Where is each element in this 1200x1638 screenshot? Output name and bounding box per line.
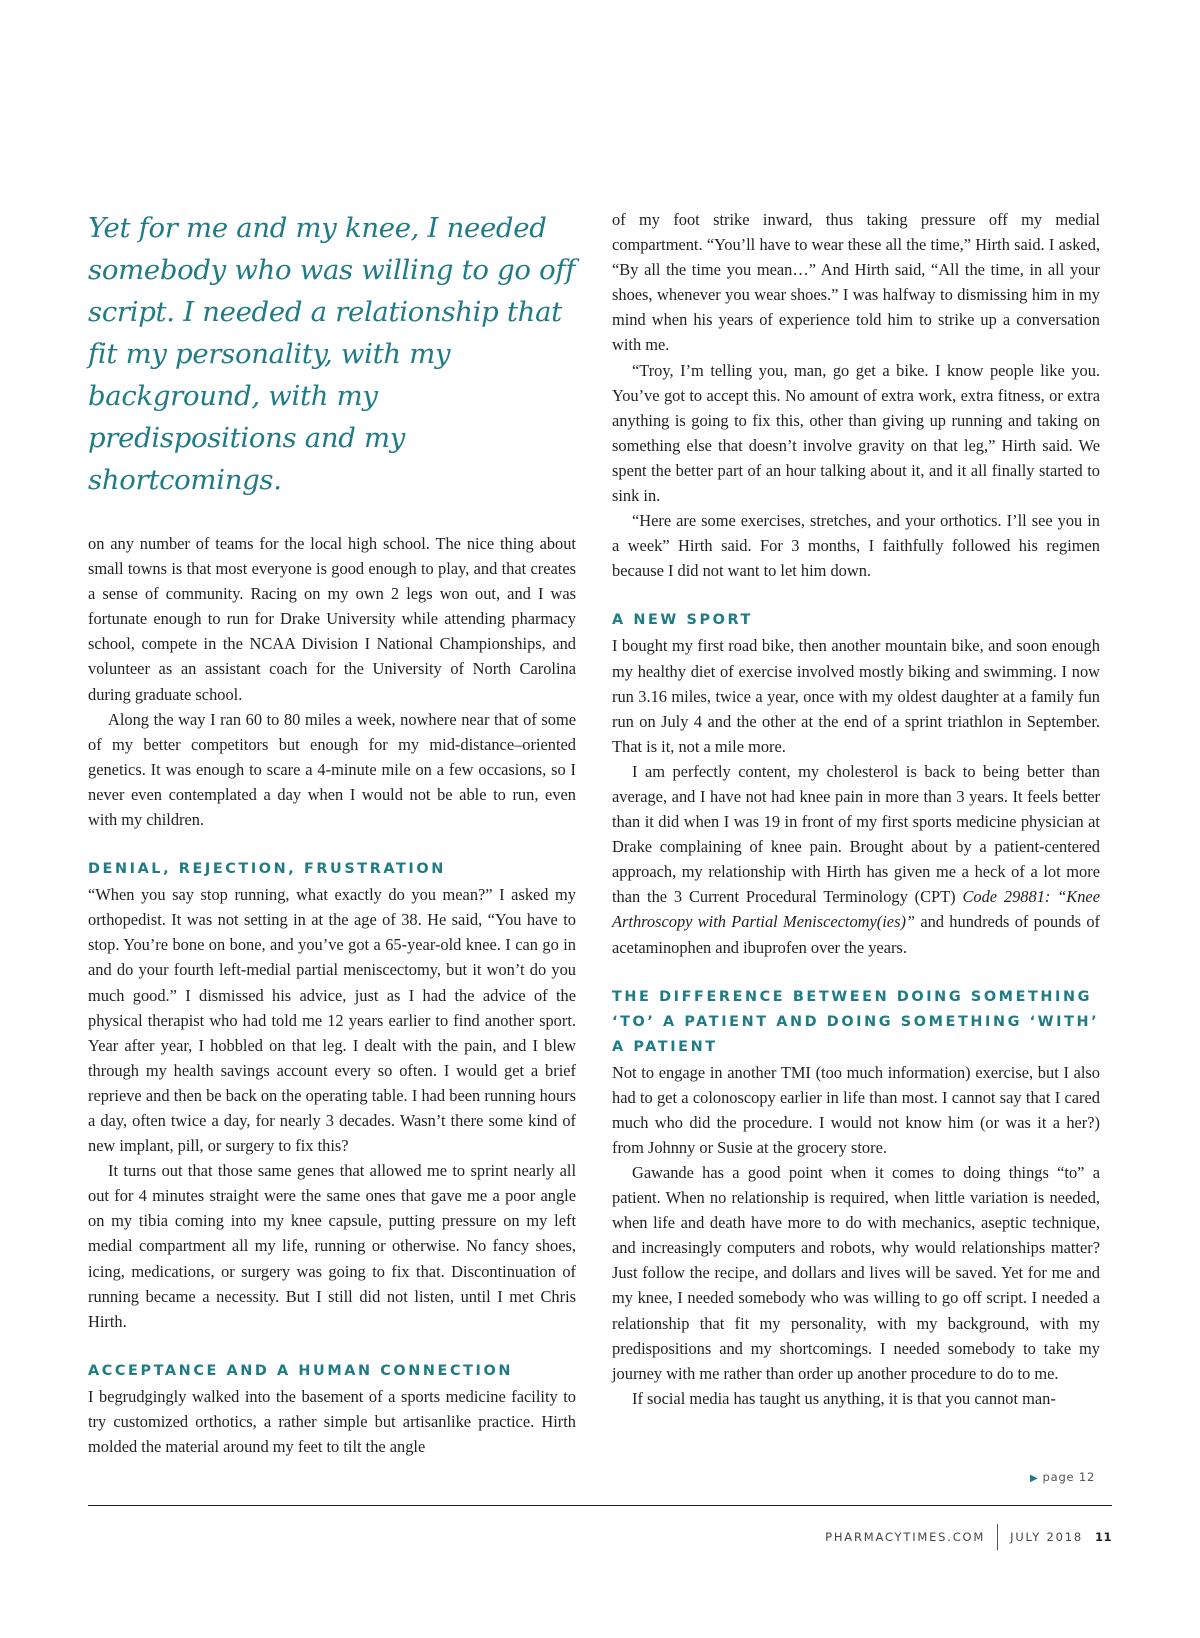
footer-site: PHARMACYTIMES.COM [825,1530,986,1544]
footer-divider [88,1505,1112,1506]
body-text: and hundreds of pounds of acetaminophen and ibuprofen over the years. [612,912,1100,957]
body-paragraph: on any number of teams for the local high school. The nice thing about small towns is that most everyone is good enough to play, and that creates a sense of community. Racing on my own 2 legs won out, and I was fortunate enough to run for Drake University while attending pharmacy school, compete in the NCAA Division I National Championships, and volunteer as an assistant coach for the University of North Carolina during graduate school. [88,534,576,704]
continued-label: page 12 [1042,1470,1096,1484]
body-paragraph [612,759,1100,960]
section-heading-difference: THE DIFFERENCE BETWEEN DOING SOMETHING ‘TO’ A PATIENT AND DOING SOMETHING ‘WITH’ A PATIENT [612,988,1100,1055]
footer-issue: JULY 2018 [1010,1530,1083,1544]
right-column [612,207,1100,1411]
body-paragraph: Gawande has a good point when it comes to doing things “to” a patient. When no relationship is required, when little variation is needed, when life and death have more to do with mechanics, aseptic technique, and increasingly computers and robots, why would relationships matter? Just follow the recipe, and dollars and lives will be saved. Yet for me and my knee, I needed somebody who was willing to go off script. I needed a relationship that fit my personality, with my background, with my predispositions and my shortcomings. I needed somebody to take my journey with me rather than order up another procedure to do to me. [612,1163,1100,1383]
cpt-code-text: Code 29881: “Knee Arthroscopy with Partial Meniscectomy(ies)” [612,887,1100,932]
body-paragraph: It turns out that those same genes that allowed me to sprint nearly all out for 4 minutes straight were the same ones that gave me a poor angle on my tibia coming into my knee capsule, putting pressure on my left medial compartment all my life, running or otherwise. No fancy shoes, icing, medications, or surgery was going to fix that. Discontinuation of running became a necessity. But I still did not listen, until I met Chris Hirth. [88,1161,576,1331]
continued-on-page-link[interactable] [1030,1470,1095,1484]
section-heading-denial: DENIAL, REJECTION, FRUSTRATION [88,861,446,878]
body-paragraph: “When you say stop running, what exactly do you mean?” I asked my orthopedist. It was not setting in at the age of 38. He said, “You have to stop. You’re bone on bone, and you’ve got a 65-year-old knee. I can go in and do your fourth left-medial partial meniscectomy, but it won’t do you much good.” I dismissed his advice, just as I had the advice of the physical therapist who had told me 12 years earlier to find another sport. Year after year, I hobbled on that leg. I dealt with the pain, and I blew through my health savings account every so often. I would get a brief reprieve and then be back on the operating table. I had been running hours a day, often twice a day, for nearly 3 decades. Wasn’t there some kind of new implant, pill, or surgery to fix this? [88,885,576,1156]
body-paragraph: Not to engage in another TMI (too much information) exercise, but I also had to get a colonoscopy earlier in life than most. I cannot say that I cared much who did the procedure. I would not know him (or was it a her?) from Johnny or Susie at the grocery store. [612,1062,1100,1157]
section-heading-new-sport: A NEW SPORT [612,612,753,629]
pull-quote: Yet for me and my knee, I needed somebody who was willing to go off script. I needed a relationship that fit my personality, with my background, with my predispositions and my shortcomings. [88,212,576,496]
triangle-right-icon: ▶ [1030,1473,1039,1484]
footer-separator [997,1524,998,1550]
body-text: I am perfectly content, my cholesterol is back to being better than average, and I have not had knee pain in more than 3 years. It feels better than it did when I was 19 in front of my first sports medicine physician at Drake complaining of knee pain. Brought about by a patient-centered approach, my relationship with Hirth has given me a heck of a lot more than the 3 Current Procedural Terminology (CPT) [612,761,1100,907]
body-paragraph: of my foot strike inward, thus taking pressure off my medial compartment. “You’ll have to wear these all the time,” Hirth said. I asked, “By all the time you mean…” And Hirth said, “All the time, in all your shoes, whenever you wear shoes.” I was halfway to dismissing him in my mind when his years of experience told him to strike up a conversation with me. [612,210,1100,355]
body-paragraph: I begrudgingly walked into the basement of a sports medicine facility to try customized orthotics, a rather simple but artisanlike practice. Hirth molded the material around my feet to tilt the angle [88,1386,576,1456]
page-number: 11 [1094,1530,1112,1544]
body-paragraph: “Troy, I’m telling you, man, go get a bike. I know people like you. You’ve got to accept this. No amount of extra work, extra fitness, or extra anything is going to fix this, other than giving up running and taking on something else that doesn’t involve gravity on that leg,” Hirth said. We spent the better part of an hour talking about it, and it all finally started to sink in. [612,360,1100,506]
body-paragraph: Along the way I ran 60 to 80 miles a week, nowhere near that of some of my better competitors but enough for my mid-distance–oriented genetics. It was enough to scare a 4-minute mile on a few occasions, so I never even contemplated a day when I would not be able to run, even with my children. [88,709,576,830]
section-heading-acceptance: ACCEPTANCE AND A HUMAN CONNECTION [88,1362,513,1379]
body-paragraph: If social media has taught us anything, it is that you cannot man- [632,1388,1056,1408]
left-column [88,207,576,1459]
page-footer [825,1524,1112,1550]
body-paragraph: I bought my first road bike, then another mountain bike, and soon enough my healthy diet of exercise involved mostly biking and swimming. I now run 3.16 miles, twice a year, once with my oldest daughter at a family fun run on July 4 and the other at the end of a sprint triathlon in September. That is it, not a mile more. [612,636,1100,756]
body-paragraph: “Here are some exercises, stretches, and your orthotics. I’ll see you in a week” Hirth said. For 3 months, I faithfully followed his regimen because I did not want to let him down. [612,511,1100,581]
